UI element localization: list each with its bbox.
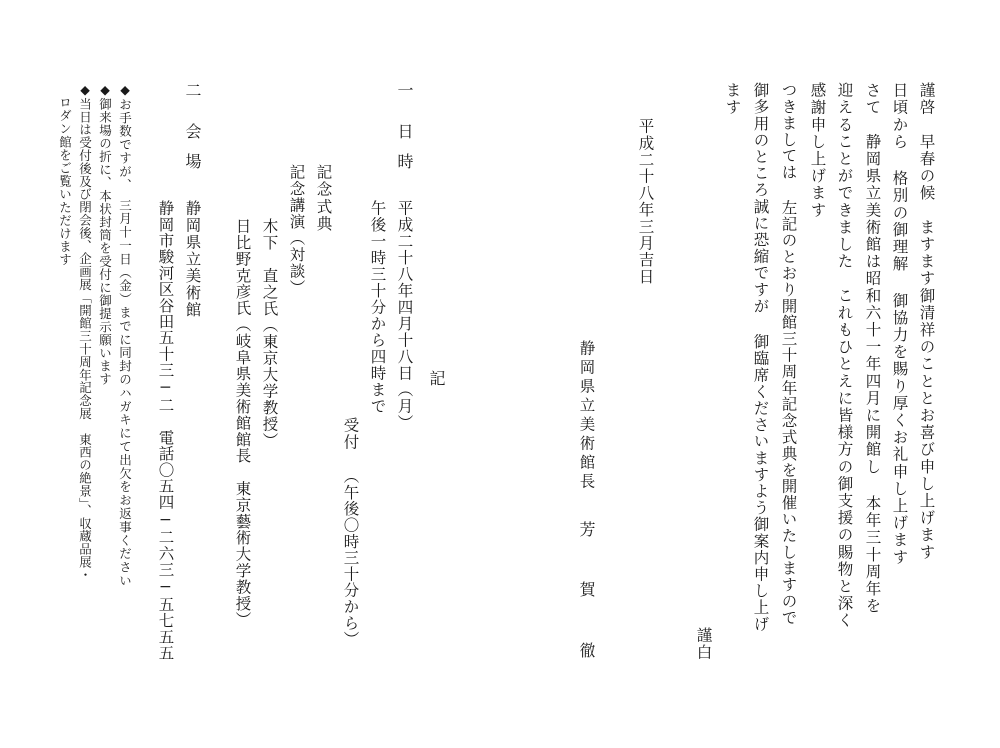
note-3: ◆当日は受付後及び閉会後、企画展「開館三十周年記念展 東西の絶景」、収蔵品展・ <box>77 82 93 582</box>
body-line-3: さて 静岡県立美術館は昭和六十一年四月に開館し 本年三十周年を <box>863 82 882 615</box>
body-line-7: 御多用のところ誠に恐縮ですが 御臨席くださいますよう御案内申し上げ <box>751 82 770 633</box>
body-line-6: つきましては 左記のとおり開館三十周年記念式典を開催いたしますので <box>779 82 798 626</box>
venue-name: 静岡県立美術館 <box>183 200 202 319</box>
speaker-2: 日比野克彦氏（岐阜県美術館館長 東京藝術大学教授） <box>233 218 252 628</box>
note-1: ◆お手数ですが、 三月十一日（金）までに同封のハガキにて出欠をお返事ください <box>117 82 133 588</box>
sender-title: 静岡県立美術館長 <box>577 340 596 492</box>
sender-name-1: 芳 <box>577 521 596 537</box>
body-line-1: 謹啓 早春の候 ますます御清祥のこととお喜び申し上げます <box>917 82 936 561</box>
section1-label-1: 日 <box>395 123 414 139</box>
section2-number: 二 <box>183 82 202 98</box>
ki-mark: 記 <box>427 370 446 386</box>
note-2: ◆御来場の折に、本状封筒を受付に御提示願います <box>97 82 113 386</box>
lecture-label: 記念講演（対談） <box>287 164 306 296</box>
reception-label: 受付 <box>341 417 360 452</box>
venue-address: 静岡市駿河区谷田五十三−二 電話〇五四−二六三−五七五五 <box>156 200 175 662</box>
section1-time: 午後一時三十分から四時まで <box>368 200 387 415</box>
body-line-5: 感謝申し上げます <box>808 82 827 219</box>
section1-date: 平成二十八年四月十八日（月） <box>395 200 414 431</box>
section2-label-1: 会 <box>183 123 202 139</box>
body-line-4: 迎えることができました これもひとえに皆様方の御支援の賜物と深く <box>835 82 854 630</box>
body-line-2: 日頃から 格別の御理解 御協力を賜り厚くお礼申し上げます <box>890 82 909 566</box>
body-line-8: ます <box>723 82 742 117</box>
sender-name-2: 賀 <box>577 581 596 597</box>
sender-name-3: 徹 <box>577 642 596 658</box>
speaker-1: 木下 直之氏（東京大学教授） <box>260 218 279 449</box>
note-4: ロダン館をご覧いただけます <box>57 96 73 267</box>
closing: 謹白 <box>694 627 713 662</box>
section2-label-2: 場 <box>183 153 202 169</box>
reception-time: （午後〇時三十分から） <box>341 468 360 648</box>
section1-number: 一 <box>395 82 414 98</box>
section1-label-2: 時 <box>395 153 414 169</box>
letter-date: 平成二十八年三月吉日 <box>636 118 655 285</box>
ceremony-label: 記念式典 <box>314 164 333 233</box>
